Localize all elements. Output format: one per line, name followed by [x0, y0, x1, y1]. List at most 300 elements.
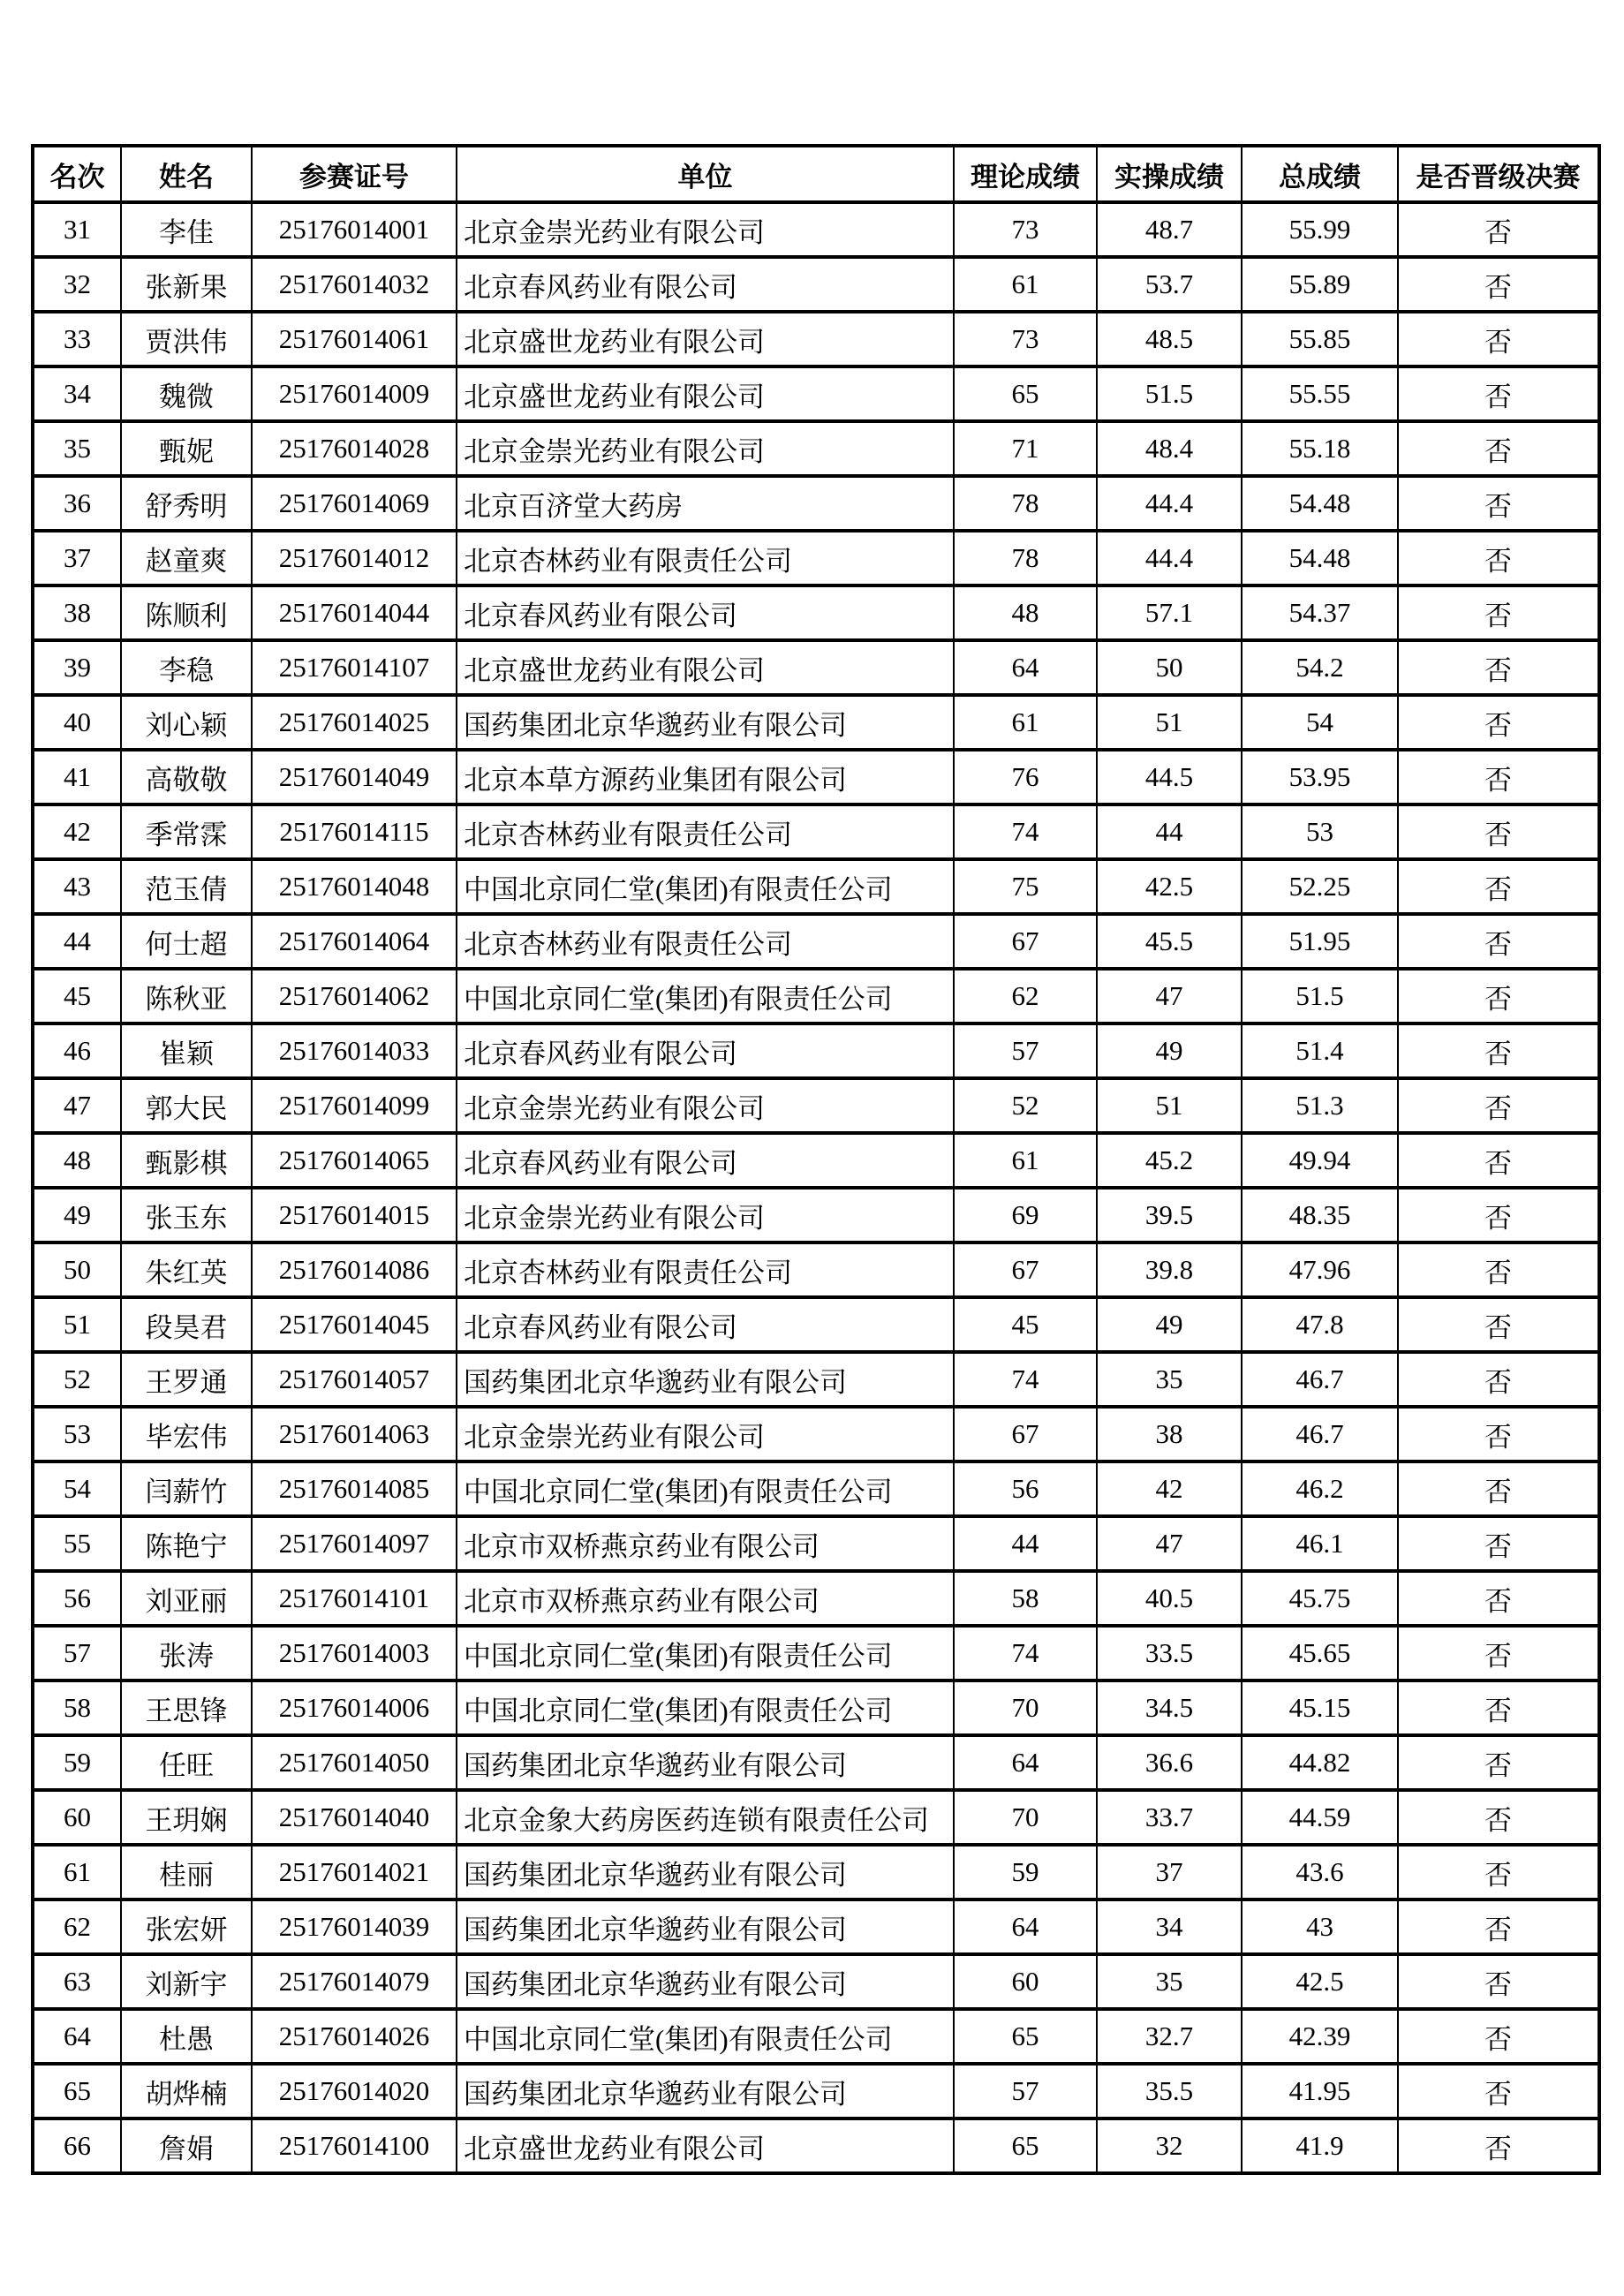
- cell-rank: 62: [33, 1899, 121, 1954]
- cell-rank: 53: [33, 1407, 121, 1461]
- cell-name: 詹娟: [121, 2119, 252, 2173]
- cell-theory: 67: [954, 914, 1097, 969]
- cell-unit: 北京金崇光药业有限公司: [457, 202, 954, 257]
- table-row: [33, 1242, 1599, 1297]
- cell-unit: 北京杏林药业有限责任公司: [457, 914, 954, 969]
- cell-advance: 否: [1398, 1571, 1599, 1626]
- cell-rank: 33: [33, 312, 121, 366]
- cell-id: 25176014044: [252, 585, 457, 640]
- cell-theory: 64: [954, 1735, 1097, 1790]
- table-row: [33, 1133, 1599, 1188]
- cell-advance: 否: [1398, 640, 1599, 695]
- cell-advance: 否: [1398, 421, 1599, 476]
- cell-total: 49.94: [1242, 1133, 1398, 1188]
- table-row: [33, 421, 1599, 476]
- cell-theory: 73: [954, 312, 1097, 366]
- cell-practical: 44.4: [1097, 531, 1242, 585]
- cell-theory: 71: [954, 421, 1097, 476]
- cell-id: 25176014069: [252, 476, 457, 531]
- cell-total: 46.2: [1242, 1461, 1398, 1516]
- table-row: [33, 312, 1599, 366]
- cell-id: 25176014033: [252, 1023, 457, 1078]
- cell-total: 45.15: [1242, 1680, 1398, 1735]
- cell-practical: 51: [1097, 1078, 1242, 1133]
- table-row: [33, 366, 1599, 421]
- cell-name: 范玉倩: [121, 859, 252, 914]
- cell-rank: 42: [33, 804, 121, 859]
- cell-id: 25176014015: [252, 1188, 457, 1242]
- cell-name: 闫薪竹: [121, 1461, 252, 1516]
- table-row: [33, 1626, 1599, 1680]
- col-header-practical: 实操成绩: [1097, 146, 1242, 202]
- cell-unit: 北京金象大药房医药连锁有限责任公司: [457, 1790, 954, 1845]
- cell-unit: 北京杏林药业有限责任公司: [457, 804, 954, 859]
- col-header-total: 总成绩: [1242, 146, 1398, 202]
- cell-theory: 61: [954, 695, 1097, 750]
- cell-unit: 国药集团北京华邈药业有限公司: [457, 2064, 954, 2119]
- cell-id: 25176014032: [252, 257, 457, 312]
- cell-practical: 32: [1097, 2119, 1242, 2173]
- cell-total: 55.18: [1242, 421, 1398, 476]
- cell-theory: 78: [954, 476, 1097, 531]
- table-row: [33, 859, 1599, 914]
- col-header-unit: 单位: [457, 146, 954, 202]
- cell-rank: 56: [33, 1571, 121, 1626]
- header-row: [33, 146, 1599, 202]
- cell-id: 25176014040: [252, 1790, 457, 1845]
- cell-total: 55.55: [1242, 366, 1398, 421]
- cell-advance: 否: [1398, 1407, 1599, 1461]
- cell-total: 54.48: [1242, 531, 1398, 585]
- cell-unit: 北京金崇光药业有限公司: [457, 1407, 954, 1461]
- cell-unit: 北京市双桥燕京药业有限公司: [457, 1571, 954, 1626]
- cell-practical: 38: [1097, 1407, 1242, 1461]
- table-row: [33, 1845, 1599, 1899]
- cell-rank: 59: [33, 1735, 121, 1790]
- cell-practical: 48.5: [1097, 312, 1242, 366]
- cell-advance: 否: [1398, 585, 1599, 640]
- results-sheet: [31, 144, 1601, 2175]
- cell-practical: 47: [1097, 1516, 1242, 1571]
- cell-id: 25176014021: [252, 1845, 457, 1899]
- cell-total: 55.89: [1242, 257, 1398, 312]
- cell-advance: 否: [1398, 969, 1599, 1023]
- table-row: [33, 1954, 1599, 2009]
- cell-theory: 64: [954, 640, 1097, 695]
- table-row: [33, 1680, 1599, 1735]
- cell-practical: 34.5: [1097, 1680, 1242, 1735]
- cell-total: 53: [1242, 804, 1398, 859]
- cell-id: 25176014099: [252, 1078, 457, 1133]
- cell-practical: 44: [1097, 804, 1242, 859]
- cell-theory: 67: [954, 1242, 1097, 1297]
- cell-unit: 中国北京同仁堂(集团)有限责任公司: [457, 969, 954, 1023]
- cell-total: 45.65: [1242, 1626, 1398, 1680]
- cell-theory: 69: [954, 1188, 1097, 1242]
- cell-unit: 国药集团北京华邈药业有限公司: [457, 1735, 954, 1790]
- table-row: [33, 257, 1599, 312]
- cell-name: 张玉东: [121, 1188, 252, 1242]
- cell-id: 25176014086: [252, 1242, 457, 1297]
- col-header-name: 姓名: [121, 146, 252, 202]
- cell-rank: 46: [33, 1023, 121, 1078]
- cell-name: 胡烨楠: [121, 2064, 252, 2119]
- cell-practical: 33.5: [1097, 1626, 1242, 1680]
- cell-id: 25176014001: [252, 202, 457, 257]
- cell-total: 44.59: [1242, 1790, 1398, 1845]
- cell-theory: 52: [954, 1078, 1097, 1133]
- cell-total: 54.48: [1242, 476, 1398, 531]
- cell-unit: 北京春风药业有限公司: [457, 1297, 954, 1352]
- cell-advance: 否: [1398, 202, 1599, 257]
- cell-rank: 48: [33, 1133, 121, 1188]
- cell-practical: 33.7: [1097, 1790, 1242, 1845]
- table-row: [33, 1297, 1599, 1352]
- cell-theory: 65: [954, 2119, 1097, 2173]
- table-row: [33, 804, 1599, 859]
- table-row: [33, 585, 1599, 640]
- cell-id: 25176014065: [252, 1133, 457, 1188]
- cell-rank: 61: [33, 1845, 121, 1899]
- cell-unit: 北京盛世龙药业有限公司: [457, 640, 954, 695]
- cell-unit: 北京杏林药业有限责任公司: [457, 531, 954, 585]
- cell-id: 25176014028: [252, 421, 457, 476]
- cell-id: 25176014062: [252, 969, 457, 1023]
- cell-advance: 否: [1398, 2009, 1599, 2064]
- cell-advance: 否: [1398, 257, 1599, 312]
- cell-name: 陈顺利: [121, 585, 252, 640]
- cell-practical: 39.5: [1097, 1188, 1242, 1242]
- cell-name: 张宏妍: [121, 1899, 252, 1954]
- cell-practical: 53.7: [1097, 257, 1242, 312]
- cell-unit: 北京春风药业有限公司: [457, 1023, 954, 1078]
- cell-practical: 35: [1097, 1352, 1242, 1407]
- cell-theory: 58: [954, 1571, 1097, 1626]
- cell-id: 25176014003: [252, 1626, 457, 1680]
- table-row: [33, 1407, 1599, 1461]
- cell-name: 甄影棋: [121, 1133, 252, 1188]
- cell-id: 25176014063: [252, 1407, 457, 1461]
- table-row: [33, 1078, 1599, 1133]
- cell-total: 41.95: [1242, 2064, 1398, 2119]
- cell-total: 51.95: [1242, 914, 1398, 969]
- cell-practical: 57.1: [1097, 585, 1242, 640]
- cell-practical: 50: [1097, 640, 1242, 695]
- cell-theory: 78: [954, 531, 1097, 585]
- table-row: [33, 1790, 1599, 1845]
- cell-unit: 中国北京同仁堂(集团)有限责任公司: [457, 1626, 954, 1680]
- cell-name: 何士超: [121, 914, 252, 969]
- cell-theory: 73: [954, 202, 1097, 257]
- cell-unit: 北京本草方源药业集团有限公司: [457, 750, 954, 804]
- cell-total: 42.39: [1242, 2009, 1398, 2064]
- cell-rank: 49: [33, 1188, 121, 1242]
- table-row: [33, 2064, 1599, 2119]
- cell-theory: 61: [954, 257, 1097, 312]
- cell-total: 46.1: [1242, 1516, 1398, 1571]
- cell-id: 25176014020: [252, 2064, 457, 2119]
- cell-id: 25176014006: [252, 1680, 457, 1735]
- cell-total: 54.37: [1242, 585, 1398, 640]
- cell-total: 54: [1242, 695, 1398, 750]
- cell-total: 43: [1242, 1899, 1398, 1954]
- cell-practical: 40.5: [1097, 1571, 1242, 1626]
- cell-name: 崔颖: [121, 1023, 252, 1078]
- cell-name: 桂丽: [121, 1845, 252, 1899]
- table-row: [33, 1899, 1599, 1954]
- cell-total: 51.3: [1242, 1078, 1398, 1133]
- cell-advance: 否: [1398, 1954, 1599, 2009]
- cell-total: 48.35: [1242, 1188, 1398, 1242]
- cell-name: 王玥娴: [121, 1790, 252, 1845]
- cell-name: 赵童爽: [121, 531, 252, 585]
- cell-name: 张新果: [121, 257, 252, 312]
- cell-practical: 45.2: [1097, 1133, 1242, 1188]
- cell-unit: 北京盛世龙药业有限公司: [457, 312, 954, 366]
- cell-name: 贾洪伟: [121, 312, 252, 366]
- table-row: [33, 476, 1599, 531]
- cell-rank: 51: [33, 1297, 121, 1352]
- cell-practical: 51: [1097, 695, 1242, 750]
- cell-id: 25176014025: [252, 695, 457, 750]
- cell-theory: 59: [954, 1845, 1097, 1899]
- cell-id: 25176014050: [252, 1735, 457, 1790]
- table-row: [33, 695, 1599, 750]
- table-row: [33, 914, 1599, 969]
- cell-name: 王罗通: [121, 1352, 252, 1407]
- results-table: [31, 144, 1601, 2175]
- cell-advance: 否: [1398, 750, 1599, 804]
- table-row: [33, 640, 1599, 695]
- cell-unit: 北京春风药业有限公司: [457, 1133, 954, 1188]
- cell-advance: 否: [1398, 1242, 1599, 1297]
- cell-rank: 32: [33, 257, 121, 312]
- cell-theory: 60: [954, 1954, 1097, 2009]
- cell-total: 51.5: [1242, 969, 1398, 1023]
- cell-theory: 56: [954, 1461, 1097, 1516]
- cell-advance: 否: [1398, 531, 1599, 585]
- cell-advance: 否: [1398, 914, 1599, 969]
- cell-name: 段昊君: [121, 1297, 252, 1352]
- cell-name: 刘亚丽: [121, 1571, 252, 1626]
- cell-total: 41.9: [1242, 2119, 1398, 2173]
- table-row: [33, 531, 1599, 585]
- table-row: [33, 1023, 1599, 1078]
- cell-practical: 49: [1097, 1297, 1242, 1352]
- cell-rank: 60: [33, 1790, 121, 1845]
- cell-id: 25176014097: [252, 1516, 457, 1571]
- cell-advance: 否: [1398, 1735, 1599, 1790]
- cell-advance: 否: [1398, 1626, 1599, 1680]
- table-row: [33, 1571, 1599, 1626]
- cell-unit: 北京金崇光药业有限公司: [457, 1078, 954, 1133]
- cell-id: 25176014061: [252, 312, 457, 366]
- cell-rank: 54: [33, 1461, 121, 1516]
- cell-rank: 50: [33, 1242, 121, 1297]
- cell-unit: 国药集团北京华邈药业有限公司: [457, 1899, 954, 1954]
- cell-rank: 63: [33, 1954, 121, 2009]
- cell-advance: 否: [1398, 1899, 1599, 1954]
- cell-unit: 北京金崇光药业有限公司: [457, 421, 954, 476]
- cell-name: 舒秀明: [121, 476, 252, 531]
- cell-practical: 47: [1097, 969, 1242, 1023]
- cell-id: 25176014100: [252, 2119, 457, 2173]
- cell-id: 25176014012: [252, 531, 457, 585]
- cell-practical: 51.5: [1097, 366, 1242, 421]
- table-row: [33, 1516, 1599, 1571]
- cell-practical: 42: [1097, 1461, 1242, 1516]
- cell-theory: 48: [954, 585, 1097, 640]
- cell-total: 46.7: [1242, 1352, 1398, 1407]
- cell-advance: 否: [1398, 695, 1599, 750]
- cell-total: 54.2: [1242, 640, 1398, 695]
- cell-id: 25176014057: [252, 1352, 457, 1407]
- cell-practical: 35: [1097, 1954, 1242, 2009]
- cell-advance: 否: [1398, 1133, 1599, 1188]
- cell-advance: 否: [1398, 1023, 1599, 1078]
- cell-unit: 北京春风药业有限公司: [457, 257, 954, 312]
- cell-name: 李稳: [121, 640, 252, 695]
- cell-practical: 39.8: [1097, 1242, 1242, 1297]
- cell-id: 25176014101: [252, 1571, 457, 1626]
- cell-theory: 74: [954, 804, 1097, 859]
- cell-advance: 否: [1398, 2119, 1599, 2173]
- cell-name: 甄妮: [121, 421, 252, 476]
- cell-theory: 65: [954, 2009, 1097, 2064]
- cell-rank: 44: [33, 914, 121, 969]
- cell-practical: 34: [1097, 1899, 1242, 1954]
- cell-name: 高敬敬: [121, 750, 252, 804]
- cell-unit: 北京春风药业有限公司: [457, 585, 954, 640]
- cell-theory: 61: [954, 1133, 1097, 1188]
- cell-id: 25176014048: [252, 859, 457, 914]
- cell-advance: 否: [1398, 1516, 1599, 1571]
- cell-name: 刘心颖: [121, 695, 252, 750]
- cell-advance: 否: [1398, 312, 1599, 366]
- cell-total: 47.96: [1242, 1242, 1398, 1297]
- cell-unit: 中国北京同仁堂(集团)有限责任公司: [457, 1461, 954, 1516]
- table-row: [33, 1735, 1599, 1790]
- cell-id: 25176014107: [252, 640, 457, 695]
- cell-id: 25176014009: [252, 366, 457, 421]
- table-body: [33, 202, 1599, 2173]
- cell-id: 25176014026: [252, 2009, 457, 2064]
- cell-rank: 64: [33, 2009, 121, 2064]
- cell-practical: 44.5: [1097, 750, 1242, 804]
- table-row: [33, 1461, 1599, 1516]
- cell-theory: 64: [954, 1899, 1097, 1954]
- cell-rank: 47: [33, 1078, 121, 1133]
- cell-total: 55.99: [1242, 202, 1398, 257]
- cell-theory: 45: [954, 1297, 1097, 1352]
- cell-advance: 否: [1398, 1461, 1599, 1516]
- cell-name: 陈艳宁: [121, 1516, 252, 1571]
- cell-advance: 否: [1398, 804, 1599, 859]
- cell-practical: 42.5: [1097, 859, 1242, 914]
- cell-name: 毕宏伟: [121, 1407, 252, 1461]
- col-header-theory: 理论成绩: [954, 146, 1097, 202]
- cell-theory: 76: [954, 750, 1097, 804]
- cell-advance: 否: [1398, 366, 1599, 421]
- cell-practical: 48.4: [1097, 421, 1242, 476]
- cell-advance: 否: [1398, 1188, 1599, 1242]
- cell-id: 25176014039: [252, 1899, 457, 1954]
- cell-id: 25176014079: [252, 1954, 457, 2009]
- cell-unit: 北京杏林药业有限责任公司: [457, 1242, 954, 1297]
- cell-total: 44.82: [1242, 1735, 1398, 1790]
- cell-practical: 36.6: [1097, 1735, 1242, 1790]
- cell-advance: 否: [1398, 1078, 1599, 1133]
- cell-rank: 34: [33, 366, 121, 421]
- cell-rank: 58: [33, 1680, 121, 1735]
- cell-name: 李佳: [121, 202, 252, 257]
- cell-name: 陈秋亚: [121, 969, 252, 1023]
- cell-id: 25176014064: [252, 914, 457, 969]
- cell-theory: 62: [954, 969, 1097, 1023]
- cell-theory: 57: [954, 1023, 1097, 1078]
- cell-advance: 否: [1398, 2064, 1599, 2119]
- cell-name: 郭大民: [121, 1078, 252, 1133]
- cell-theory: 57: [954, 2064, 1097, 2119]
- table-row: [33, 202, 1599, 257]
- cell-practical: 45.5: [1097, 914, 1242, 969]
- cell-advance: 否: [1398, 1297, 1599, 1352]
- cell-advance: 否: [1398, 1790, 1599, 1845]
- cell-rank: 31: [33, 202, 121, 257]
- cell-practical: 37: [1097, 1845, 1242, 1899]
- cell-theory: 70: [954, 1790, 1097, 1845]
- cell-total: 51.4: [1242, 1023, 1398, 1078]
- cell-theory: 65: [954, 366, 1097, 421]
- cell-unit: 北京盛世龙药业有限公司: [457, 366, 954, 421]
- cell-rank: 55: [33, 1516, 121, 1571]
- col-header-advance: 是否晋级决赛: [1398, 146, 1599, 202]
- cell-name: 张涛: [121, 1626, 252, 1680]
- table-row: [33, 2119, 1599, 2173]
- cell-total: 55.85: [1242, 312, 1398, 366]
- cell-name: 刘新宇: [121, 1954, 252, 2009]
- cell-theory: 44: [954, 1516, 1097, 1571]
- cell-unit: 北京市双桥燕京药业有限公司: [457, 1516, 954, 1571]
- cell-rank: 41: [33, 750, 121, 804]
- cell-advance: 否: [1398, 1680, 1599, 1735]
- cell-name: 王思锋: [121, 1680, 252, 1735]
- cell-theory: 70: [954, 1680, 1097, 1735]
- cell-total: 47.8: [1242, 1297, 1398, 1352]
- cell-practical: 32.7: [1097, 2009, 1242, 2064]
- cell-name: 朱红英: [121, 1242, 252, 1297]
- cell-advance: 否: [1398, 476, 1599, 531]
- cell-total: 46.7: [1242, 1407, 1398, 1461]
- cell-total: 43.6: [1242, 1845, 1398, 1899]
- col-header-id: 参赛证号: [252, 146, 457, 202]
- cell-name: 季常霂: [121, 804, 252, 859]
- cell-rank: 39: [33, 640, 121, 695]
- table-row: [33, 969, 1599, 1023]
- cell-unit: 北京百济堂大药房: [457, 476, 954, 531]
- cell-unit: 北京盛世龙药业有限公司: [457, 2119, 954, 2173]
- cell-name: 任旺: [121, 1735, 252, 1790]
- cell-practical: 49: [1097, 1023, 1242, 1078]
- cell-advance: 否: [1398, 1845, 1599, 1899]
- cell-rank: 35: [33, 421, 121, 476]
- cell-total: 52.25: [1242, 859, 1398, 914]
- cell-advance: 否: [1398, 859, 1599, 914]
- col-header-rank: 名次: [33, 146, 121, 202]
- cell-unit: 中国北京同仁堂(集团)有限责任公司: [457, 2009, 954, 2064]
- table-row: [33, 1352, 1599, 1407]
- table-row: [33, 2009, 1599, 2064]
